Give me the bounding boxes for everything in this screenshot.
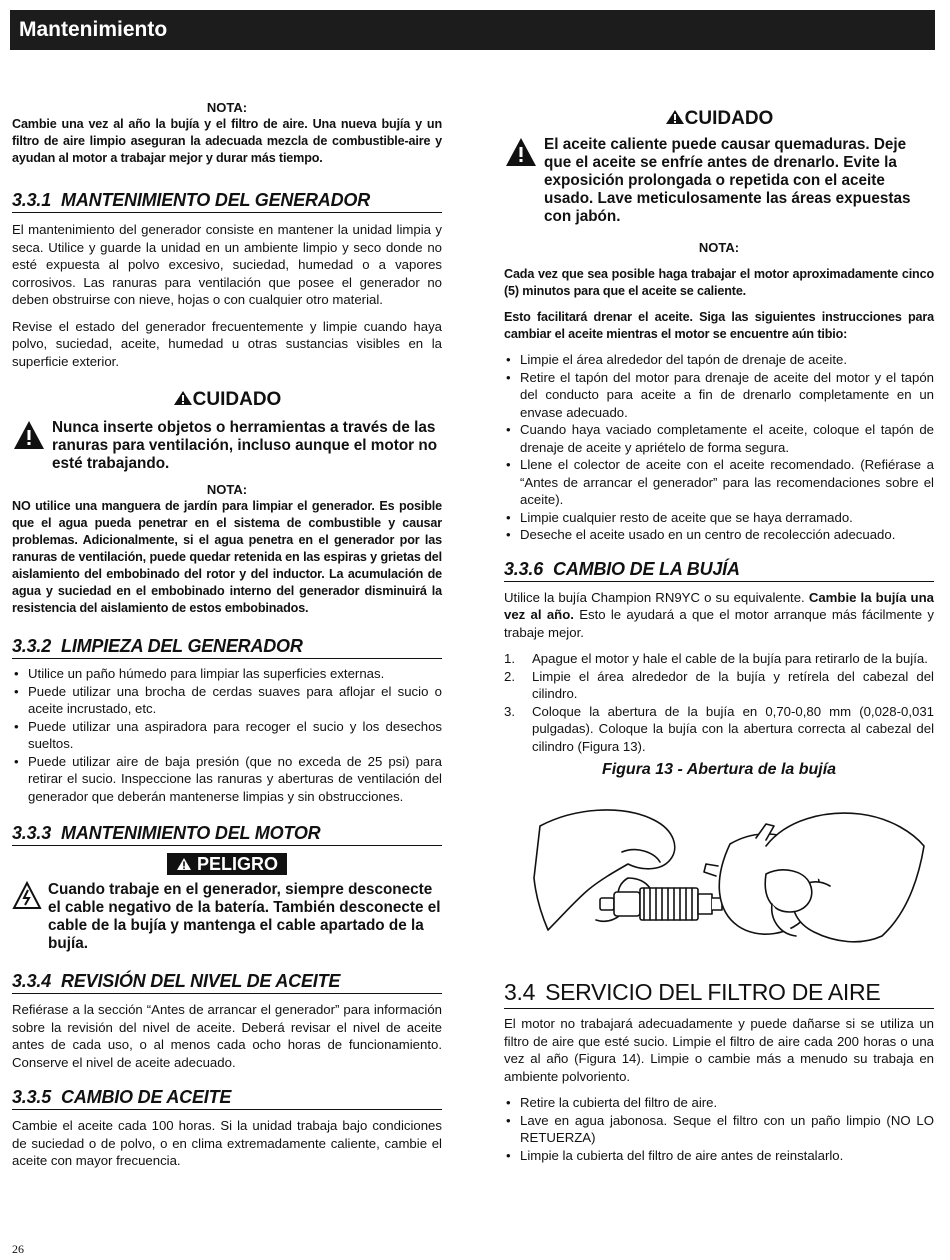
page-header-bar [10, 10, 935, 50]
section-3-3-3-heading [12, 822, 442, 846]
peligro-block [12, 881, 442, 953]
section-3-4-heading [504, 978, 934, 1009]
section-3-3-6-steps [504, 650, 934, 755]
list-item: • Puede utilizar aire de baja presión (que no exceda de 25 psi) para retirar el sucio. Inspeccione las ranuras y aberturas de ventilación del generador que deberán mantenerse limpias y sin obstrucciones. [12, 753, 442, 806]
list-item: • Lave en agua jabonosa. Seque el filtro con un paño limpio (NO LO RETUERZA) [504, 1112, 934, 1147]
drain-steps-list [504, 351, 934, 544]
section-3-3-1-paragraph-2: Revise el estado del generador frecuentemente y limpie cuando haya polvo, suciedad, aceite, humedad u otras sustancias visibles en la superficie exterior. [12, 318, 442, 369]
nota-1-title: NOTA: [206, 100, 248, 115]
section-3-3-6-paragraph [504, 589, 934, 642]
nota-3-title: NOTA: [698, 240, 740, 255]
step-text: Coloque la abertura de la bujía en 0,70-0,80 mm (0,028-0,031 pulgadas). Coloque la bujía con la abertura correcta al cabezal del cilindro (Figura 13). [532, 703, 934, 754]
list-item: • Limpie el área alrededor del tapón de drenaje de aceite. [504, 351, 934, 369]
step-number: 2. [504, 668, 515, 684]
cuidado-2-heading [504, 108, 934, 130]
section-3-3-6-heading [504, 558, 934, 582]
left-column [12, 100, 442, 1170]
list-item: • Limpie la cubierta del filtro de aire antes de reinstalarlo. [504, 1147, 934, 1165]
list-item: • Cuando haya vaciado completamente el aceite, coloque el tapón de drenaje de aceite y apriételo de forma segura. [504, 421, 934, 456]
right-column [504, 108, 934, 1164]
section-3-3-1-paragraph-1: El mantenimiento del generador consiste en mantener la unidad limpia y seca. Utilice y guarde la unidad en un ambiente limpio y seco donde no esté expuesta al polvo excesivo, suciedad, humedad o a vapores corrosivos. Las ranuras para ventilación que posee el generador no deben obstruirse con nieve, hojas o con cualquier otro material. [12, 222, 442, 307]
list-item: • Limpie cualquier resto de aceite que se haya derramado. [504, 509, 934, 527]
numbered-step [504, 703, 934, 756]
list-item: • Retire la cubierta del filtro de aire. [504, 1094, 934, 1112]
step-text: Apague el motor y hale el cable de la bujía para retirarlo de la bujía. [532, 651, 928, 666]
section-3-3-5-paragraph: Cambie el aceite cada 100 horas. Si la unidad trabaja bajo condiciones de suciedad o de polvo, o en clima extremadamente caliente, cambie el aceite con mayor frecuencia. [12, 1118, 442, 1168]
section-title: CAMBIO DE LA BUJÍA [553, 558, 740, 579]
peligro-text: Cuando trabaje en el generador, siempre desconecte el cable negativo de la batería. También desconecte el cable de la bujía y mantenga el cable apartado de la bujía. [48, 881, 441, 952]
electric-shock-warning-icon [12, 881, 42, 911]
section-3-3-2-heading [12, 635, 442, 659]
section-3-3-5-heading [12, 1086, 442, 1110]
section-title: MANTENIMIENTO DEL MOTOR [61, 823, 321, 843]
spark-plug-gap-illustration [504, 786, 934, 956]
paragraph-text: Utilice la bujía Champion RN9YC o su equivalente. [504, 589, 809, 605]
section-title: SERVICIO DEL FILTRO DE AIRE [545, 979, 881, 1005]
list-item: • Utilice un paño húmedo para limpiar las superficies externas. [12, 665, 442, 683]
nota-2-title: NOTA: [206, 482, 248, 497]
section-3-3-2-list [12, 665, 442, 805]
cuidado-1-title: CUIDADO [192, 389, 282, 410]
section-number: 3.3.1 [12, 190, 52, 210]
paragraph-bold-text: Cambie la bujía una vez al año. [504, 589, 934, 622]
list-item: • Llene el colector de aceite con el aceite recomendado. (Refiérase a “Antes de arrancar el generador” para las recomendaciones sobre el aceite). [504, 456, 934, 509]
section-title: MANTENIMIENTO DEL GENERADOR [61, 190, 370, 210]
numbered-step [504, 668, 934, 703]
warning-triangle-icon [173, 390, 193, 406]
peligro-label [12, 853, 442, 875]
list-item: • Retire el tapón del motor para drenaje de aceite del motor y el tapón del conducto para aceite a fin de drenarlo completamente en un envase adecuado. [504, 369, 934, 422]
peligro-badge [167, 853, 287, 875]
section-number: 3.3.3 [12, 823, 52, 843]
nota-3-text: Cada vez que sea posible haga trabajar el motor aproximadamente cinco (5) minutos para que el aceite se caliente. [504, 267, 934, 298]
page-number: 26 [12, 1242, 24, 1256]
cuidado-1-heading [12, 389, 442, 411]
figure-13-caption: Figura 13 - Abertura de la bujía [601, 761, 837, 778]
peligro-title: PELIGRO [197, 854, 279, 874]
step-number: 3. [504, 703, 515, 719]
section-title: REVISIÓN DEL NIVEL DE ACEITE [61, 971, 341, 991]
drain-intro: Esto facilitará drenar el aceite. Siga las siguientes instrucciones para cambiar el aceite mientras el motor se encuentre aún tibio: [504, 310, 934, 341]
section-3-3-4-paragraph: Refiérase a la sección “Antes de arrancar el generador” para información sobre la revisión del nivel de aceite. Deberá revisar el nivel de aceite antes de cada uso, o al menos cada ocho horas de funcionamiento. Conserve el nivel de aceite adecuado. [12, 1002, 442, 1070]
cuidado-2-text: El aceite caliente puede causar quemaduras. Deje que el aceite se enfríe antes de drenarlo. Evite la exposición prolongada o repetida con el aceite usado. Lave meticulosamente las áreas expuestas con jabón. [544, 136, 911, 225]
warning-triangle-icon [12, 419, 46, 451]
cuidado-2-title: CUIDADO [684, 108, 774, 129]
cuidado-1-block [12, 419, 442, 473]
section-3-3-1-heading [12, 189, 442, 213]
warning-triangle-icon [665, 109, 685, 125]
nota-1-text: Cambie una vez al año la bujía y el filtro de aire. Una nueva bujía y un filtro de aire limpio aseguran la adecuada mezcla de combustible-aire y ayudan al motor a trabajar mejor y durar más tiempo. [12, 117, 442, 165]
section-number: 3.4 [504, 979, 536, 1005]
section-number: 3.3.5 [12, 1087, 52, 1107]
nota-2-text: NO utilice una manguera de jardín para limpiar el generador. Es posible que el agua pueda penetrar en el sistema de combustible y causar problemas. Adicionalmente, si el agua penetra en el generador por las ranuras de ventilación, puede quedar retenida en las espiras y grietas del aislamiento del embobinado del rotor y del inductor. La acumulación de agua y suciedad en el embobinado interno del generador disminuirá la resistencia del aislamiento de estos embobinados. [12, 499, 442, 615]
section-3-4-paragraph: El motor no trabajará adecuadamente y puede dañarse si se utiliza un filtro de aire que esté sucio. Limpie el filtro de aire cada 200 horas o una vez al año (Figura 14). Limpie o cambie más a menudo su trabaja en ambiente polvoriento. [504, 1016, 934, 1084]
section-3-3-4-heading [12, 970, 442, 994]
numbered-step [504, 650, 934, 668]
warning-triangle-icon [176, 857, 192, 871]
list-item: • Puede utilizar una aspiradora para recoger el sucio y los desechos sueltos. [12, 718, 442, 753]
list-item: • Puede utilizar una brocha de cerdas suaves para aflojar el sucio o aceite incrustado, etc. [12, 683, 442, 718]
step-number: 1. [504, 651, 515, 666]
list-item: • Deseche el aceite usado en un centro de recolección adecuado. [504, 526, 934, 544]
section-number: 3.3.4 [12, 971, 52, 991]
section-number: 3.3.2 [12, 636, 52, 656]
paragraph-text: Esto le ayudará a que el motor arranque más fácilmente y trabaje mejor. [504, 607, 935, 640]
section-number: 3.3.6 [504, 558, 544, 579]
cuidado-2-block [504, 136, 934, 226]
section-title: CAMBIO DE ACEITE [61, 1087, 232, 1107]
page-title: Mantenimiento [19, 18, 168, 41]
step-text: Limpie el área alrededor de la bujía y retírela del cabezal del cilindro. [532, 668, 934, 701]
section-title: LIMPIEZA DEL GENERADOR [61, 636, 303, 656]
section-3-4-list [504, 1094, 934, 1164]
warning-triangle-icon [504, 136, 538, 168]
cuidado-1-text: Nunca inserte objetos o herramientas a través de las ranuras para ventilación, incluso aunque el motor no esté trabajando. [52, 419, 438, 472]
